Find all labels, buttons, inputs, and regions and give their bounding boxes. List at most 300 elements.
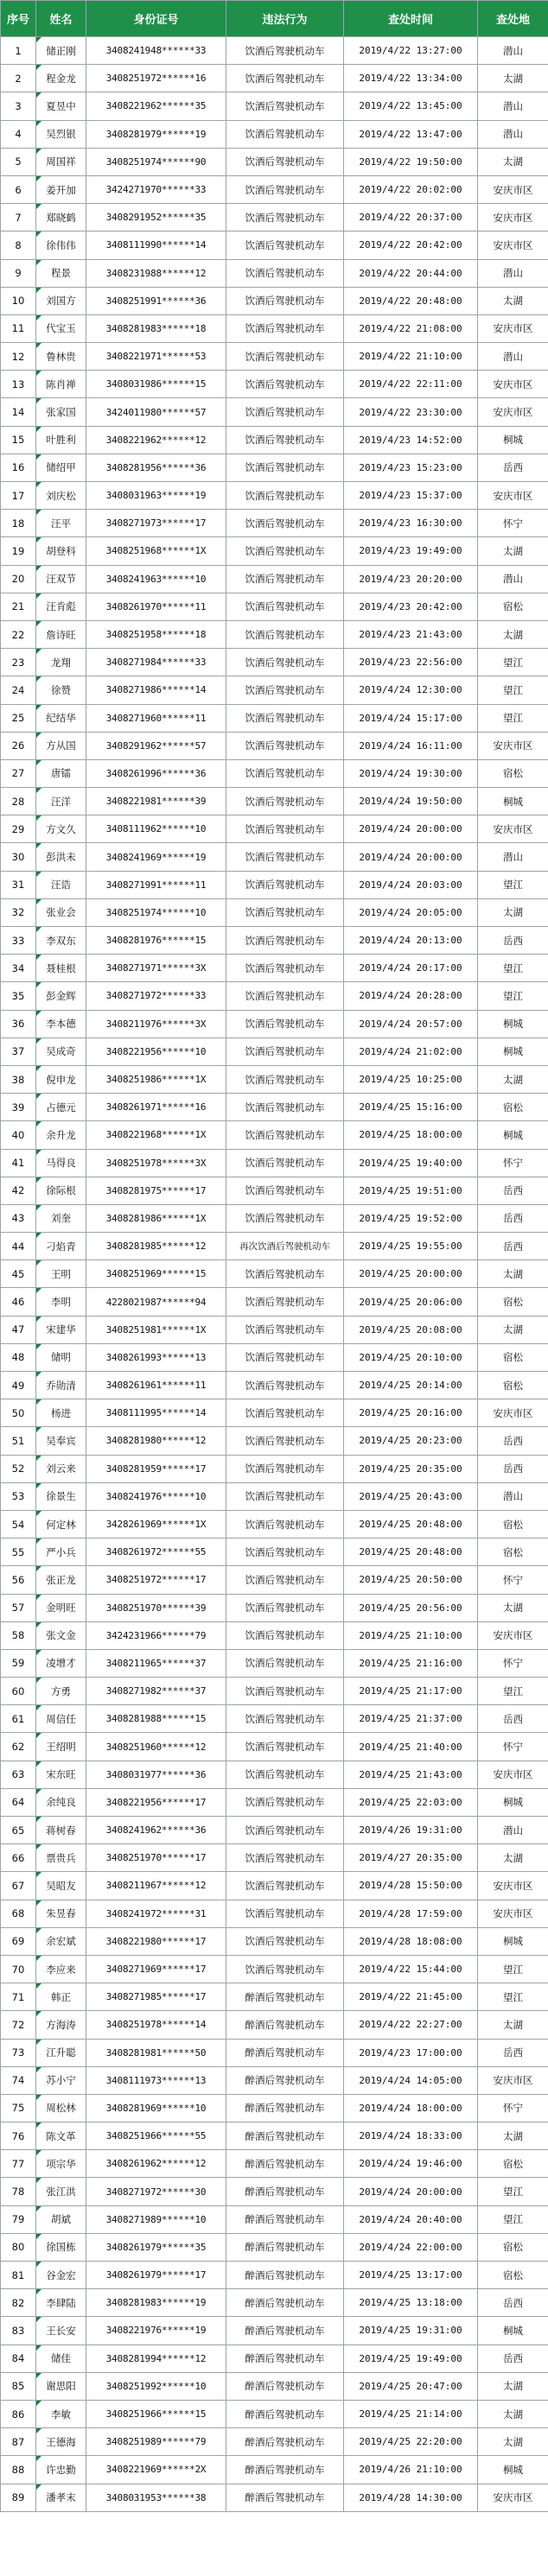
table-row [1,371,548,398]
cell-name-text: 储佳 [51,2352,71,2365]
cell-name-text: 张业会 [46,906,76,919]
cell-name [36,2456,86,2484]
cell-time: 2019/4/25 21:40:00 [344,1733,478,1761]
cell-location: 安庆市区 [478,815,548,843]
comment-marker-icon [36,1622,41,1627]
cell-location: 安庆市区 [478,314,548,342]
cell-name [36,1788,86,1816]
cell-violation: 饮酒后驾驶机动车 [226,1343,344,1371]
cell-time: 2019/4/25 21:14:00 [344,2400,478,2427]
cell-location: 桐城 [478,1788,548,1816]
cell-violation: 醉酒后驾驶机动车 [226,2317,344,2344]
table-row [1,1844,548,1872]
cell-seq: 48 [1,1343,36,1371]
cell-location: 桐城 [478,2317,548,2344]
cell-id-number: 3408241963******10 [86,565,226,593]
cell-seq: 10 [1,287,36,314]
cell-seq: 35 [1,982,36,1010]
cell-id-number: 3408281979******19 [86,120,226,148]
cell-location: 望江 [478,2178,548,2205]
comment-marker-icon [36,121,41,126]
table-row [1,1065,548,1093]
cell-location: 安庆市区 [478,2066,548,2094]
cell-time: 2019/4/25 21:16:00 [344,1649,478,1677]
cell-name-text: 余宏斌 [46,1935,76,1948]
cell-seq: 13 [1,371,36,398]
cell-location: 岳西 [478,1427,548,1455]
cell-id-number: 3408251978******14 [86,2011,226,2039]
cell-location: 宿松 [478,759,548,787]
cell-time: 2019/4/23 21:43:00 [344,620,478,648]
cell-name-text: 刁焰青 [46,1240,76,1253]
comment-marker-icon [36,2262,41,2267]
table-row [1,565,548,593]
table-row [1,1733,548,1761]
cell-name [36,65,86,92]
cell-violation: 饮酒后驾驶机动车 [226,1204,344,1232]
cell-seq: 45 [1,1260,36,1288]
cell-location: 宿松 [478,1539,548,1566]
cell-time: 2019/4/24 14:05:00 [344,2066,478,2094]
cell-seq: 30 [1,843,36,871]
cell-name [36,1621,86,1649]
cell-time: 2019/4/25 19:52:00 [344,1204,478,1232]
cell-violation: 饮酒后驾驶机动车 [226,1399,344,1427]
cell-id-number: 3408251972******17 [86,1566,226,1594]
cell-seq: 41 [1,1149,36,1177]
table-row [1,1204,548,1232]
cell-violation: 饮酒后驾驶机动车 [226,175,344,203]
cell-location: 岳西 [478,1204,548,1232]
comment-marker-icon [36,2373,41,2378]
cell-seq: 87 [1,2428,36,2456]
table-row [1,1621,548,1649]
comment-marker-icon [36,760,41,765]
table-row [1,2011,548,2039]
cell-name-text: 李本德 [46,1018,76,1031]
cell-time: 2019/4/25 20:00:00 [344,1260,478,1288]
cell-name-text: 苏小宁 [46,2074,76,2087]
cell-violation: 饮酒后驾驶机动车 [226,343,344,371]
comment-marker-icon [36,2484,41,2490]
comment-marker-icon [36,454,41,460]
cell-id-number: 3408251974******10 [86,898,226,926]
cell-violation: 饮酒后驾驶机动车 [226,676,344,704]
cell-id-number: 3408031977******36 [86,1761,226,1788]
table-row [1,593,548,620]
comment-marker-icon [36,1705,41,1710]
cell-name-text: 项宗华 [46,2157,76,2170]
cell-violation: 醉酒后驾驶机动车 [226,2262,344,2289]
cell-seq: 85 [1,2372,36,2400]
cell-name [36,898,86,926]
comment-marker-icon [36,260,41,265]
cell-seq: 3 [1,92,36,120]
cell-name [36,1955,86,1983]
cell-name [36,676,86,704]
cell-name-text: 姜开加 [46,183,76,196]
cell-violation: 饮酒后驾驶机动车 [226,1733,344,1761]
cell-name [36,1233,86,1260]
table-row [1,2205,548,2233]
table-row [1,287,548,314]
cell-name-text: 陈文革 [46,2129,76,2142]
cell-location: 安庆市区 [478,175,548,203]
table-row [1,2066,548,2094]
cell-name [36,1065,86,1093]
cell-seq: 79 [1,2205,36,2233]
cell-name-text: 唐镭 [51,767,71,780]
cell-violation: 饮酒后驾驶机动车 [226,398,344,426]
cell-violation: 醉酒后驾驶机动车 [226,2066,344,2094]
cell-id-number: 3408271972******30 [86,2178,226,2205]
cell-location: 安庆市区 [478,232,548,259]
cell-name-text: 吴昭友 [46,1879,76,1892]
cell-name [36,982,86,1010]
cell-violation: 饮酒后驾驶机动车 [226,1621,344,1649]
cell-id-number: 3408271969******17 [86,1955,226,1983]
cell-location: 太湖 [478,1594,548,1621]
comment-marker-icon [36,1511,41,1516]
cell-seq: 5 [1,148,36,175]
cell-location: 望江 [478,955,548,982]
cell-name [36,1482,86,1510]
cell-id-number: 3428261969******1X [86,1510,226,1538]
cell-seq: 44 [1,1233,36,1260]
cell-id-number: 3408111990******14 [86,232,226,259]
cell-time: 2019/4/25 20:16:00 [344,1399,478,1427]
comment-marker-icon [36,1595,41,1600]
cell-location: 望江 [478,704,548,732]
cell-name [36,1343,86,1371]
cell-seq: 77 [1,2150,36,2178]
cell-name [36,1288,86,1316]
table-row [1,1399,548,1427]
cell-time: 2019/4/28 14:30:00 [344,2484,478,2511]
header-time: 查处时间 [344,1,478,37]
cell-id-number: 3408271971******3X [86,955,226,982]
cell-name [36,593,86,620]
cell-id-number: 3408251981******1X [86,1316,226,1343]
cell-violation: 饮酒后驾驶机动车 [226,1678,344,1705]
cell-id-number: 3408271985******17 [86,1983,226,2011]
cell-name-text: 李肆陆 [46,2296,76,2309]
cell-violation: 饮酒后驾驶机动车 [226,454,344,481]
table-row [1,1010,548,1037]
cell-violation: 饮酒后驾驶机动车 [226,1539,344,1566]
cell-violation: 饮酒后驾驶机动车 [226,92,344,120]
cell-violation: 饮酒后驾驶机动车 [226,1566,344,1594]
cell-location: 怀宁 [478,1149,548,1177]
cell-seq: 63 [1,1761,36,1788]
cell-time: 2019/4/25 18:00:00 [344,1121,478,1149]
cell-violation: 饮酒后驾驶机动车 [226,1761,344,1788]
cell-name [36,1037,86,1065]
cell-location: 桐城 [478,1927,548,1955]
cell-name-text: 韩正 [51,1990,71,2003]
comment-marker-icon [36,204,41,209]
cell-violation: 饮酒后驾驶机动车 [226,314,344,342]
table-row [1,1927,548,1955]
cell-location: 桐城 [478,2456,548,2484]
cell-location: 怀宁 [478,2094,548,2122]
cell-id-number: 3408251989******79 [86,2428,226,2456]
cell-time: 2019/4/25 20:10:00 [344,1343,478,1371]
comment-marker-icon [36,92,41,98]
cell-seq: 80 [1,2233,36,2261]
comment-marker-icon [36,733,41,738]
cell-location: 安庆市区 [478,371,548,398]
cell-seq: 27 [1,759,36,787]
cell-name-text: 彭金辉 [46,989,76,1002]
comment-marker-icon [36,149,41,154]
cell-location: 岳西 [478,1233,548,1260]
cell-id-number: 3408251974******90 [86,148,226,175]
cell-seq: 8 [1,232,36,259]
table-row [1,1233,548,1260]
table-row [1,2039,548,2066]
cell-seq: 64 [1,1788,36,1816]
table-row [1,1594,548,1621]
cell-id-number: 3408281985******12 [86,1233,226,1260]
table-row [1,92,548,120]
cell-name-text: 余升龙 [46,1128,76,1141]
cell-violation: 饮酒后驾驶机动车 [226,1065,344,1093]
cell-id-number: 3408251968******1X [86,537,226,565]
cell-name [36,482,86,510]
cell-violation: 饮酒后驾驶机动车 [226,148,344,175]
cell-name [36,1900,86,1927]
cell-name [36,871,86,898]
cell-time: 2019/4/23 16:30:00 [344,510,478,537]
cell-name [36,2150,86,2178]
table-row [1,759,548,787]
cell-location: 潜山 [478,1482,548,1510]
comment-marker-icon [36,2456,41,2461]
cell-time: 2019/4/25 20:47:00 [344,2372,478,2400]
cell-id-number: 3408281969******10 [86,2094,226,2122]
cell-id-number: 3408261970******11 [86,593,226,620]
cell-location: 岳西 [478,2289,548,2317]
cell-time: 2019/4/25 10:25:00 [344,1065,478,1093]
comment-marker-icon [36,537,41,542]
comment-marker-icon [36,1456,41,1461]
table-row [1,1761,548,1788]
cell-id-number: 3408281983******19 [86,2289,226,2317]
comment-marker-icon [36,1872,41,1877]
cell-name-text: 余纯良 [46,1796,76,1809]
comment-marker-icon [36,982,41,987]
comment-marker-icon [36,2234,41,2239]
table-row [1,1482,548,1510]
cell-id-number: 3408221968******1X [86,1121,226,1149]
header-seq: 序号 [1,1,36,37]
cell-location: 太湖 [478,2372,548,2400]
cell-seq: 53 [1,1482,36,1510]
cell-id-number: 3408251970******39 [86,1594,226,1621]
cell-seq: 22 [1,620,36,648]
cell-location: 太湖 [478,2400,548,2427]
cell-seq: 69 [1,1927,36,1955]
cell-location: 望江 [478,1678,548,1705]
cell-id-number: 3408111962******10 [86,815,226,843]
header-location: 查处地 [478,1,548,37]
cell-name [36,2011,86,2039]
comment-marker-icon [36,1928,41,1933]
cell-id-number: 3408281986******1X [86,1204,226,1232]
cell-name [36,175,86,203]
cell-time: 2019/4/25 19:31:00 [344,2317,478,2344]
cell-location: 桐城 [478,788,548,815]
cell-name-text: 何定林 [46,1518,76,1531]
cell-name-text: 胡斌 [51,2213,71,2226]
cell-name [36,537,86,565]
header-id-number: 身份证号 [86,1,226,37]
cell-time: 2019/4/24 20:00:00 [344,815,478,843]
cell-name-text: 谢思阳 [46,2380,76,2393]
cell-seq: 56 [1,1566,36,1594]
cell-location: 太湖 [478,1844,548,1872]
table-row [1,2122,548,2150]
comment-marker-icon [36,676,41,682]
cell-name [36,1927,86,1955]
cell-time: 2019/4/22 20:48:00 [344,287,478,314]
cell-seq: 89 [1,2484,36,2511]
cell-name-text: 张家国 [46,406,76,419]
cell-time: 2019/4/22 21:10:00 [344,343,478,371]
cell-violation: 饮酒后驾驶机动车 [226,955,344,982]
cell-name-text: 蒋树春 [46,1824,76,1837]
table-row [1,1094,548,1121]
cell-violation: 饮酒后驾驶机动车 [226,1288,344,1316]
cell-name [36,565,86,593]
cell-name [36,204,86,232]
cell-name-text: 许忠勤 [46,2463,76,2476]
cell-location: 潜山 [478,843,548,871]
cell-name [36,2039,86,2066]
cell-name-text: 詹诗旺 [46,628,76,641]
cell-time: 2019/4/22 13:34:00 [344,65,478,92]
cell-violation: 醉酒后驾驶机动车 [226,2094,344,2122]
cell-name [36,1149,86,1177]
cell-id-number: 3408261962******12 [86,2150,226,2178]
comment-marker-icon [36,1900,41,1906]
cell-seq: 39 [1,1094,36,1121]
cell-time: 2019/4/25 20:43:00 [344,1482,478,1510]
cell-name [36,287,86,314]
cell-time: 2019/4/22 20:02:00 [344,175,478,203]
cell-time: 2019/4/23 15:23:00 [344,454,478,481]
cell-seq: 58 [1,1621,36,1649]
header-violation: 违法行为 [226,1,344,37]
comment-marker-icon [36,705,41,710]
table-row [1,1260,548,1288]
cell-seq: 74 [1,2066,36,2094]
table-row [1,955,548,982]
comment-marker-icon [36,1233,41,1238]
cell-violation: 再次饮酒后驾驶机动车 [226,1233,344,1260]
comment-marker-icon [36,2345,41,2351]
cell-violation: 饮酒后驾驶机动车 [226,1872,344,1900]
cell-id-number: 3408251960******12 [86,1733,226,1761]
cell-name [36,1678,86,1705]
cell-name-text: 王明 [51,1267,71,1280]
cell-location: 岳西 [478,1177,548,1204]
comment-marker-icon [36,1844,41,1850]
cell-name-text: 江升聪 [46,2046,76,2059]
cell-name [36,426,86,454]
comment-marker-icon [36,1121,41,1126]
cell-id-number: 3408281988******15 [86,1705,226,1733]
cell-time: 2019/4/25 20:56:00 [344,1594,478,1621]
comment-marker-icon [36,2011,41,2016]
cell-violation: 醉酒后驾驶机动车 [226,2150,344,2178]
table-row [1,1510,548,1538]
cell-location: 潜山 [478,1817,548,1844]
cell-seq: 83 [1,2317,36,2344]
cell-violation: 饮酒后驾驶机动车 [226,649,344,676]
cell-id-number: 3408281959******17 [86,1455,226,1482]
cell-id-number: 3408221971******53 [86,343,226,371]
table-row [1,1316,548,1343]
table-row [1,2456,548,2484]
cell-name-text: 胡登科 [46,544,76,557]
cell-name-text: 周国祥 [46,155,76,168]
cell-id-number: 3408281975******17 [86,1177,226,1204]
cell-time: 2019/4/23 20:20:00 [344,565,478,593]
cell-name-text: 储明 [51,1351,71,1364]
comment-marker-icon [36,315,41,320]
cell-location: 岳西 [478,1705,548,1733]
cell-name [36,2428,86,2456]
comment-marker-icon [36,1399,41,1405]
cell-time: 2019/4/25 20:23:00 [344,1427,478,1455]
cell-id-number: 3408261979******35 [86,2233,226,2261]
cell-name [36,1705,86,1733]
cell-location: 太湖 [478,1316,548,1343]
cell-name [36,92,86,120]
cell-name-text: 金明旺 [46,1602,76,1615]
cell-location: 太湖 [478,148,548,175]
comment-marker-icon [36,1817,41,1822]
cell-id-number: 3408251958******18 [86,620,226,648]
cell-location: 太湖 [478,620,548,648]
cell-violation: 醉酒后驾驶机动车 [226,2372,344,2400]
cell-name-text: 夏昱中 [46,99,76,112]
comment-marker-icon [36,1427,41,1432]
cell-violation: 饮酒后驾驶机动车 [226,1316,344,1343]
cell-seq: 65 [1,1817,36,1844]
table-row [1,1955,548,1983]
cell-id-number: 3424011980******57 [86,398,226,426]
cell-name [36,1566,86,1594]
cell-seq: 21 [1,593,36,620]
cell-name [36,2262,86,2289]
cell-name [36,1121,86,1149]
table-row [1,1983,548,2011]
cell-time: 2019/4/24 18:00:00 [344,2094,478,2122]
cell-name [36,398,86,426]
cell-seq: 68 [1,1900,36,1927]
table-row [1,454,548,481]
cell-location: 安庆市区 [478,1621,548,1649]
cell-seq: 1 [1,37,36,65]
cell-violation: 饮酒后驾驶机动车 [226,537,344,565]
cell-name-text: 刘庆松 [46,489,76,502]
cell-id-number: 3408221969******2X [86,2456,226,2484]
cell-seq: 67 [1,1872,36,1900]
comment-marker-icon [36,2289,41,2294]
